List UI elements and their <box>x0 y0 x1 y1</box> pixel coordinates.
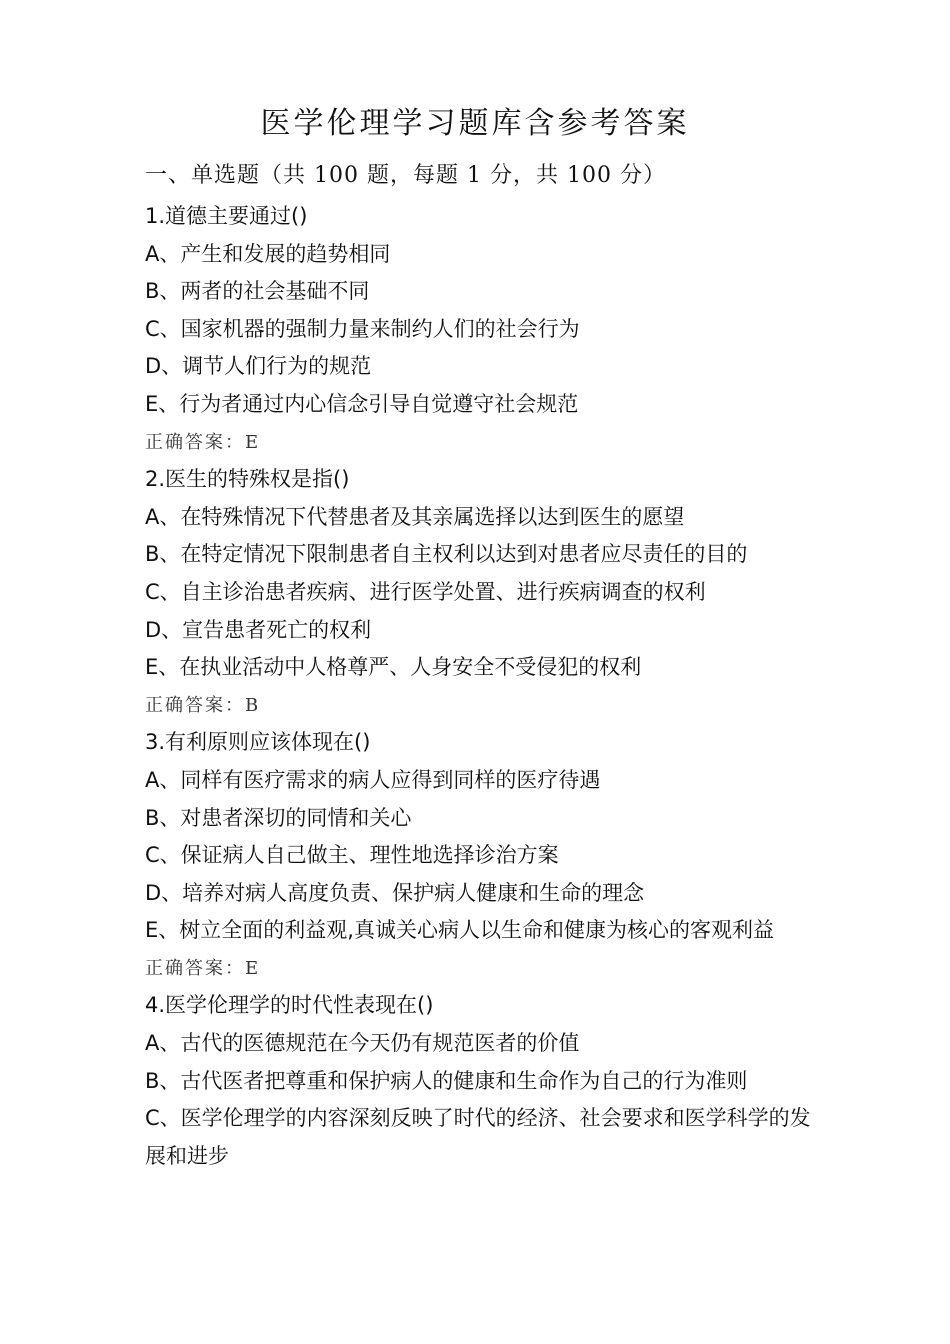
answer-option: C、自主诊治患者疾病、进行医学处置、进行疾病调查的权利 <box>145 579 706 604</box>
question-block <box>145 987 815 1175</box>
answer-option: B、在特定情况下限制患者自主权利以达到对患者应尽责任的目的 <box>145 542 748 567</box>
correct-answer: 正确答案：E <box>145 957 261 979</box>
answer-option: B、古代医者把尊重和保护病人的健康和生命作为自己的行为准则 <box>145 1068 748 1093</box>
correct-answer: 正确答案：E <box>145 431 261 453</box>
question-block <box>145 461 815 724</box>
question-list <box>145 198 815 1175</box>
question-stem: 3.有利原则应该体现在() <box>145 730 371 755</box>
question-block <box>145 198 815 461</box>
answer-option: B、两者的社会基础不同 <box>145 279 370 304</box>
answer-option: A、同样有医疗需求的病人应得到同样的医疗待遇 <box>145 767 601 792</box>
answer-option: C、保证病人自己做主、理性地选择诊治方案 <box>145 843 559 868</box>
document-title: 医学伦理学习题库含参考答案 <box>260 106 690 141</box>
answer-option: E、在执业活动中人格尊严、人身安全不受侵犯的权利 <box>145 655 642 680</box>
answer-option: D、调节人们行为的规范 <box>145 354 372 379</box>
answer-option: D、培养对病人高度负责、保护病人健康和生命的理念 <box>145 880 645 905</box>
question-block <box>145 724 815 987</box>
question-stem: 4.医学伦理学的时代性表现在() <box>145 993 434 1018</box>
answer-option: B、对患者深切的同情和关心 <box>145 805 412 830</box>
answer-option: A、产生和发展的趋势相同 <box>145 241 391 266</box>
answer-option: A、古代的医德规范在今天仍有规范医者的价值 <box>145 1031 580 1056</box>
question-stem: 2.医生的特殊权是指() <box>145 467 350 492</box>
answer-option: C、医学伦理学的内容深刻反映了时代的经济、社会要求和医学科学的发展和进步 <box>145 1106 811 1168</box>
answer-option: D、宣告患者死亡的权利 <box>145 617 372 642</box>
answer-option: E、树立全面的利益观,真诚关心病人以生命和健康为核心的客观利益 <box>145 918 774 943</box>
section-heading: 一、单选题（共 100 题，每题 1 分，共 100 分） <box>145 163 666 188</box>
correct-answer: 正确答案：B <box>145 694 261 716</box>
answer-option: C、国家机器的强制力量来制约人们的社会行为 <box>145 316 580 341</box>
answer-option: A、在特殊情况下代替患者及其亲属选择以达到医生的愿望 <box>145 504 685 529</box>
answer-option: E、行为者通过内心信念引导自觉遵守社会规范 <box>145 391 579 416</box>
question-stem: 1.道德主要通过() <box>145 204 308 228</box>
